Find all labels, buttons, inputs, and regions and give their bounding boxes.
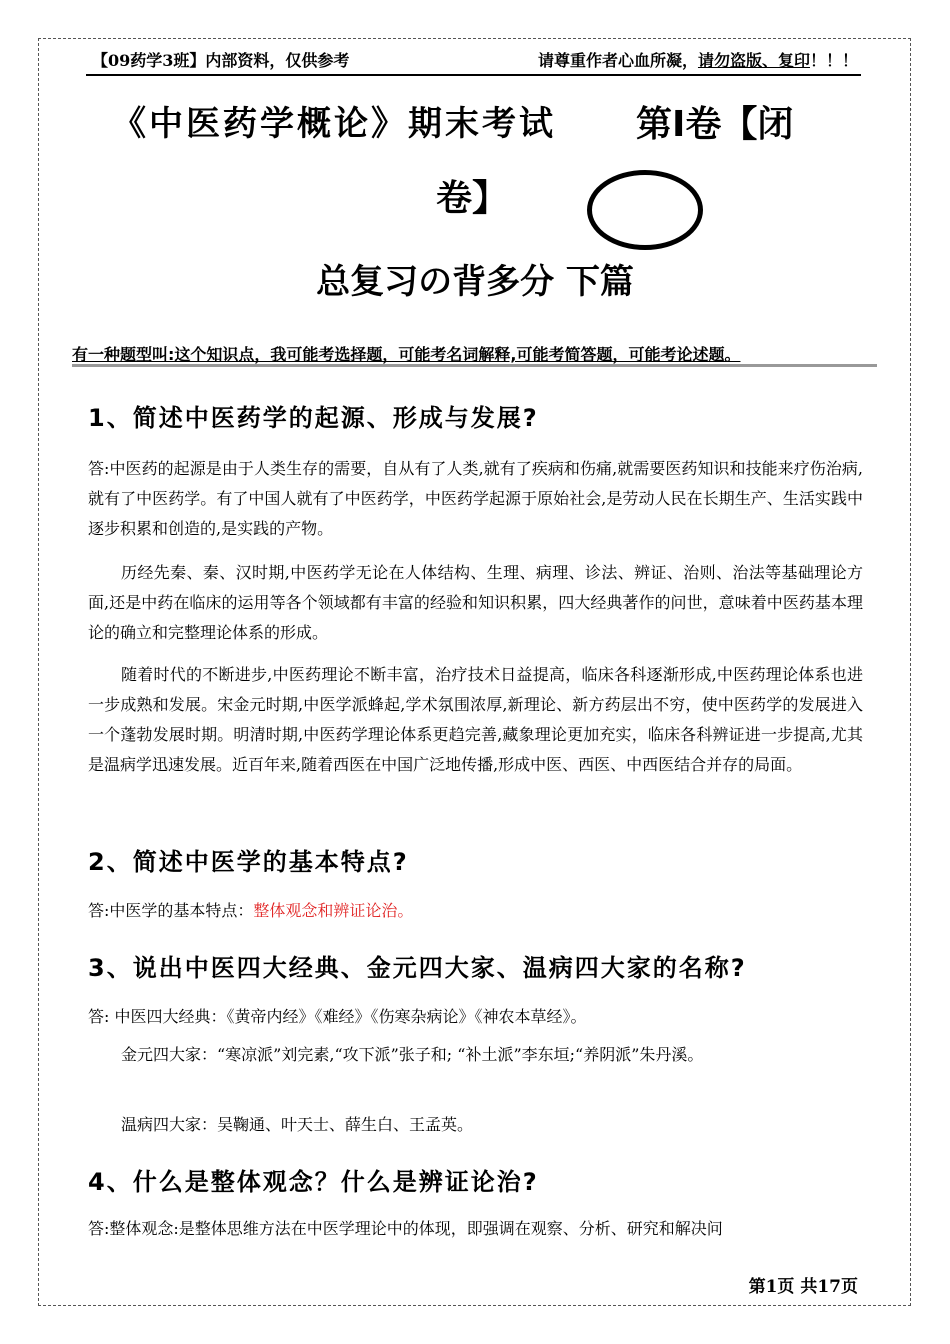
header-left-note: 【09药学3班】内部资料，仅供参考 bbox=[92, 51, 350, 70]
header-right-tail: ！！！ bbox=[809, 51, 858, 70]
question-4-paragraph-1: 答:整体观念:是整体思维方法在中医学理论中的体现，即强调在观察、分析、研究和解决问 bbox=[88, 1219, 723, 1238]
header-right-plain: 请尊重作者心血所凝， bbox=[537, 51, 698, 70]
page-number: 第1页 共17页 bbox=[748, 1277, 858, 1297]
question-2-answer bbox=[88, 896, 863, 926]
drawn-oval bbox=[587, 170, 703, 250]
title-line1c: 卷】 bbox=[436, 178, 509, 219]
question-3-paragraph-2: 金元四大家：“寒凉派”刘完素,“攻下派”张子和; “补土派”李东垣;“养阴派”朱丹溪。 bbox=[121, 1045, 704, 1064]
question-2-title: 2、简述中医学的基本特点? bbox=[88, 848, 409, 876]
question-1-title: 1、简述中医药学的起源、形成与发展? bbox=[88, 404, 539, 432]
question-3-paragraph-3: 温病四大家：吴鞠通、叶天士、薛生白、王孟英。 bbox=[121, 1115, 474, 1134]
question-2-answer-prefix: 答:中医学的基本特点： bbox=[88, 901, 254, 920]
question-2-answer-highlight: 整体观念和辨证论治。 bbox=[253, 901, 414, 920]
question-3-title: 3、说出中医四大经典、金元四大家、温病四大家的名称? bbox=[88, 954, 747, 982]
header-rule bbox=[86, 74, 861, 76]
header-right-note bbox=[538, 48, 858, 71]
question-1-paragraph-1: 答:中医药的起源是由于人类生存的需要，自从有了人类,就有了疾病和伤痛,就需要医药知识和技能来疗伤治病,就有了中医药学。有了中国人就有了中医药学，中医药学起源于原始社会,是劳动人民在长期生产、生活实践中逐步积累和创造的,是实践的产物。 bbox=[88, 459, 863, 538]
question-1-paragraph-2: 历经先秦、秦、汉时期,中医药学无论在人体结构、生理、病理、诊法、辨证、治则、治法等基础理论方面,还是中药在临床的运用等各个领域都有丰富的经验和知识积累，四大经典著作的问世，意味着中医药基本理论的确立和完整理论体系的形成。 bbox=[88, 563, 863, 642]
header-right-underlined: 请勿盗版、复印 bbox=[697, 51, 810, 70]
question-1-paragraph-3: 随着时代的不断进步,中医药理论不断丰富，治疗技术日益提高，临床各科逐渐形成,中医药理论体系也进一步成熟和发展。宋金元时期,中医学派蜂起,学术氛围浓厚,新理论、新方药层出不穷，使中医药学的发展进入一个蓬勃发展时期。明清时期,中医药学理论体系更趋完善,藏象理论更加充实，临床各科辨证进一步提高,尤其是温病学迅速发展。近百年来,随着西医在中国广泛地传播,形成中医、西医、中西医结合并存的局面。 bbox=[88, 665, 863, 774]
question-3-paragraph-1: 答: 中医四大经典：《黄帝内经》《难经》《伤寒杂病论》《神农本草经》。 bbox=[88, 1007, 587, 1026]
title-line1: 《中医药学概论》期末考试 bbox=[112, 104, 556, 144]
title-line1b: 第Ⅰ卷【闭 bbox=[636, 104, 794, 145]
title-line2: 总复习の背多分 下篇 bbox=[316, 262, 634, 302]
notice-underline-bar bbox=[72, 364, 877, 367]
notice-text: 有一种题型叫:这个知识点，我可能考选择题，可能考名词解释,可能考简答题，可能考论述题。 bbox=[72, 345, 741, 364]
question-4-title: 4、什么是整体观念？什么是辨证论治? bbox=[88, 1168, 539, 1196]
